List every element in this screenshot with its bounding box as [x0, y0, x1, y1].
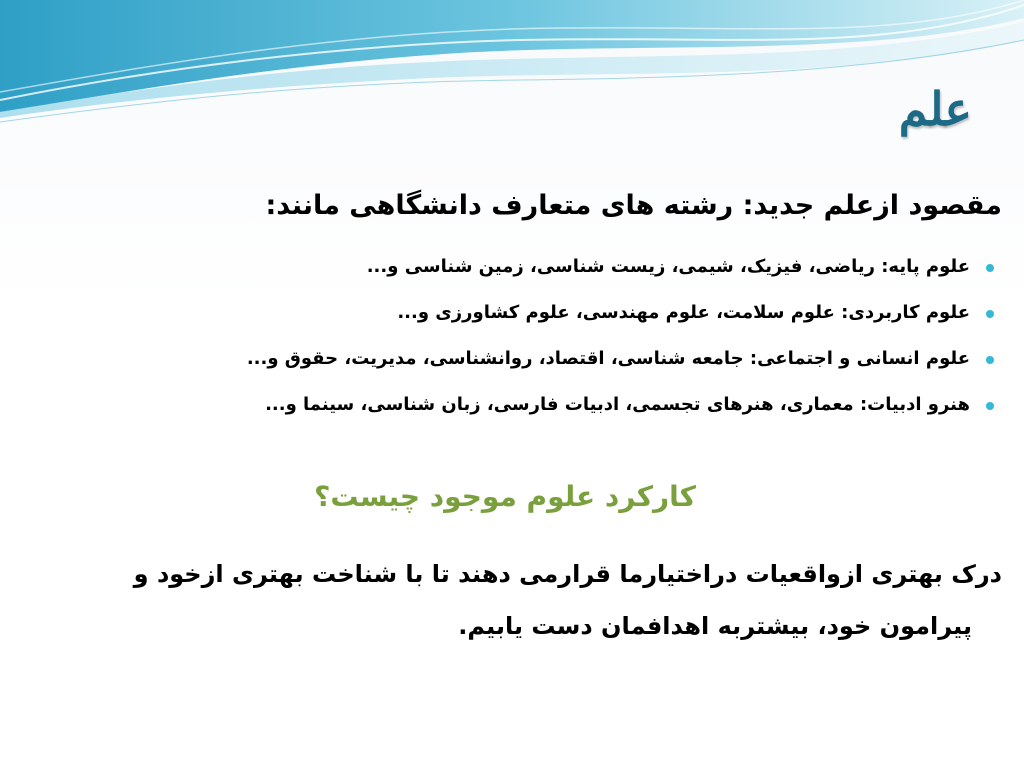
bullet-text: هنرو ادبیات: معماری، هنرهای تجسمی، ادبیات فارسی، زبان شناسی، سینما و...: [265, 394, 970, 415]
list-item: [34, 296, 994, 342]
bullet-icon: [986, 264, 994, 272]
bullet-icon: [986, 402, 994, 410]
slide-title: علم: [898, 82, 972, 136]
bullet-text: علوم کاربردی: علوم سلامت، علوم مهندسی، علوم کشاورزی و...: [397, 302, 970, 323]
bullet-text: علوم انسانی و اجتماعی: جامعه شناسی، اقتصاد، روانشناسی، مدیریت، حقوق و...: [246, 348, 970, 369]
question-subheading: کارکرد علوم موجود چیست؟: [314, 480, 696, 513]
header-wave-decoration: [0, 0, 1024, 130]
answer-paragraph: [22, 548, 1002, 652]
bullet-icon: [986, 310, 994, 318]
bullet-text: علوم پایه: ریاضی، فیزیک، شیمی، زیست شناسی، زمین شناسی و...: [366, 256, 970, 277]
list-item: [34, 388, 994, 434]
bullet-list: [34, 250, 994, 434]
paragraph-line: پیرامون خود، بیشتربه اهدافمان دست یابیم.: [458, 612, 972, 640]
list-item: [34, 250, 994, 296]
intro-heading: مقصود ازعلم جدید: رشته های متعارف دانشگاهی مانند:: [265, 190, 1002, 221]
list-item: [34, 342, 994, 388]
paragraph-line: درک بهتری ازواقعیات دراختیارما قرارمی دهند تا با شناخت بهتری ازخود و: [133, 560, 1002, 588]
bullet-icon: [986, 356, 994, 364]
